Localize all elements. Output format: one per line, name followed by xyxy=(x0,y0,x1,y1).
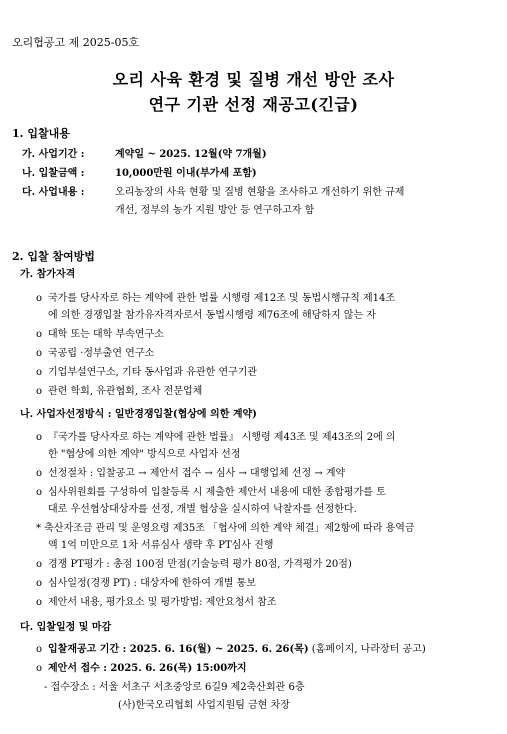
contact-person: (사)한국오리협회 사업지원팀 금현 차장 xyxy=(118,700,290,711)
section1-item-amount-value: 10,000만원 이내(부가세 포함) xyxy=(115,168,257,179)
selection-line-1-cont: 한 "협상에 의한 계약" 방식으로 사업자 선정 xyxy=(48,449,241,460)
proposal-deadline: 제안서 접수 : 2025. 6. 26(목) 15:00까지 xyxy=(48,663,247,674)
section1-item-content-label: 다. 사업내용 : xyxy=(22,187,85,198)
section1-item-period-value: 계약일 ~ 2025. 12월(약 7개월) xyxy=(115,149,267,160)
selection-committee: 심사위원회를 구성하여 입찰등록 시 제출한 제안서 내용에 대한 종합평가를 토 xyxy=(48,487,386,498)
section2-heading: 2. 입찰 참여방법 xyxy=(12,250,95,263)
section1-item-amount-label: 나. 입찰금액 : xyxy=(22,168,85,179)
eligibility-item-1: 국가를 당사자로 하는 계약에 관한 법률 시행령 제12조 및 동법시행규칙 제14조 xyxy=(48,293,396,304)
bullet-marker: o xyxy=(36,559,43,570)
bullet-marker: o xyxy=(36,644,43,655)
pt-schedule: 심사일정(경쟁 PT) : 대상자에 한하여 개별 통보 xyxy=(48,578,256,589)
bullet-marker: o xyxy=(36,597,43,608)
section1-item-content-value: 오리농장의 사육 현황 및 질병 현황을 조사하고 개선하기 위한 규제 xyxy=(115,187,405,198)
rebid-period xyxy=(48,643,426,656)
eligibility-item-3: 국공립 ·정부출연 연구소 xyxy=(48,348,155,359)
bullet-marker: o xyxy=(36,367,43,378)
section1-item-period-label: 가. 사업기간 : xyxy=(22,149,85,160)
submission-location: - 접수장소 : 서울 서초구 서초중앙로 6길9 제2축산회관 6층 xyxy=(44,682,305,693)
bullet-marker: o xyxy=(36,487,43,498)
bullet-marker: o xyxy=(36,432,43,443)
eligibility-item-2: 대학 또는 대학 부속연구소 xyxy=(48,329,164,340)
selection-procedure: 선정절차 : 입찰공고 → 제안서 접수 → 심사 → 대행업체 선정 → 계약 xyxy=(48,468,346,479)
section2-sub-b-heading: 나. 사업자선정방식 : 일반경쟁입찰(협상에 의한 계약) xyxy=(20,409,257,420)
section1-item-content-value-cont: 개선, 정부의 농가 지원 방안 등 연구하고자 함 xyxy=(115,205,315,216)
section2-sub-a-heading: 가. 참가자격 xyxy=(20,269,76,280)
eligibility-item-4: 기업부설연구소, 기타 동사업과 유관한 연구기관 xyxy=(48,367,258,378)
proposal-reference: 제안서 내용, 평가요소 및 평가방법: 제안요청서 참조 xyxy=(48,597,277,608)
section2-sub-c-heading: 다. 입찰일정 및 마감 xyxy=(20,622,112,633)
document-title-line2: 연구 기관 선정 재공고(긴급) xyxy=(148,95,359,114)
rebid-period-dates: 입찰재공고 기간 : 2025. 6. 16(월) ~ 2025. 6. 26(목) xyxy=(48,644,309,655)
bullet-marker: o xyxy=(36,386,43,397)
eligibility-item-1-cont: 에 의한 경쟁입찰 참가유자격자로서 동법시행령 제76조에 해당하지 않는 자 xyxy=(48,310,376,321)
bullet-marker: o xyxy=(36,329,43,340)
eligibility-item-5: 관련 학회, 유관협회, 조사 전문업체 xyxy=(48,386,203,397)
selection-note-cont: 액 1억 미만으로 1차 서류심사 생략 후 PT심사 진행 xyxy=(48,540,274,551)
rebid-period-channel: (홈페이지, 나라장터 공고) xyxy=(308,644,426,655)
selection-committee-cont: 대로 우선협상대상자를 선정, 개별 협상을 실시하여 낙찰자를 선정한다. xyxy=(48,504,357,515)
bullet-marker: o xyxy=(36,348,43,359)
notice-number: 오리협공고 제 2025-05호 xyxy=(12,36,140,49)
bullet-marker: o xyxy=(36,578,43,589)
pt-evaluation: 경쟁 PT평가 : 총점 100점 만점(기술능력 평가 80점, 가격평가 20점) xyxy=(48,559,352,570)
selection-note: * 축산자조금 관리 및 운영요령 제35조 「협사에 의한 계약 체결」제2항에 따라 용역금 xyxy=(36,523,415,534)
document-title-line1: 오리 사육 환경 및 질병 개선 방안 조사 xyxy=(112,70,395,89)
bullet-marker: o xyxy=(36,293,43,304)
selection-line-1: 『국가를 당사자로 하는 계약에 관한 법률』 시행령 제43조 및 제43조의 2에 의 xyxy=(48,432,396,443)
bullet-marker: o xyxy=(36,663,43,674)
bullet-marker: o xyxy=(36,468,43,479)
section1-heading: 1. 입찰내용 xyxy=(12,127,70,140)
